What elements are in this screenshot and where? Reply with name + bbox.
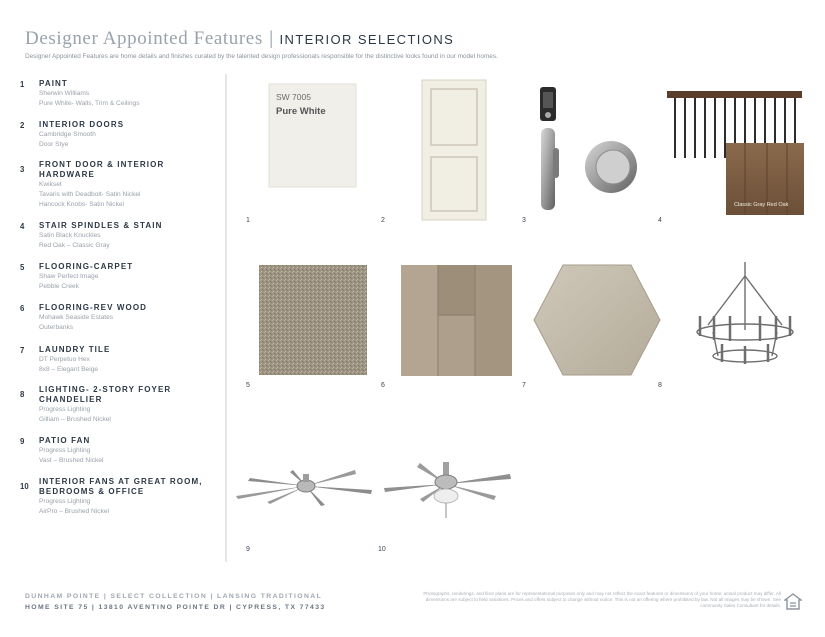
item-title: INTERIOR DOORS — [39, 120, 125, 129]
item-detail: Pebble Creek — [39, 283, 79, 291]
item-title: LAUNDRY TILE — [39, 345, 111, 354]
item-title: FLOORING-CARPET — [39, 262, 134, 271]
equal-housing-icon — [784, 593, 802, 611]
item-detail: Kwikset — [39, 180, 62, 188]
image-caption: 4 — [658, 217, 662, 224]
item-number: 4 — [20, 222, 25, 231]
item-detail: Gilliam – Brushed Nickel — [39, 415, 111, 423]
item-detail: Progress Lighting — [39, 497, 91, 505]
legal-disclaimer: Photographs, renderings, and floor plans are for representational purposes only and may not reflect the exact features or dimensions of your home; actual product may differ. All dimensions are subject to field variations. Prices and offers subject to change without notice. This is not an offering where prohibited by law. Not all images may be shown. See community Sales Consultant for details. — [423, 591, 781, 609]
wood-flooring-image — [401, 265, 512, 376]
paint-swatch-image — [269, 84, 356, 187]
footer-info — [25, 593, 326, 611]
swatch-name: Pure White — [276, 106, 326, 117]
item-title: PATIO FAN — [39, 436, 91, 445]
image-caption: 9 — [246, 546, 250, 553]
item-detail: Progress Lighting — [39, 446, 91, 454]
item-detail: DT Perpetuo Hex — [39, 355, 90, 363]
item-detail: Progress Lighting — [39, 405, 91, 413]
item-title: PAINT — [39, 79, 68, 88]
image-caption: 8 — [658, 382, 662, 389]
item-number: 5 — [20, 263, 25, 272]
page-title: Designer Appointed Features — [25, 28, 263, 49]
swatch-code: SW 7005 — [276, 92, 311, 102]
stain-label: Classic Gray Red Oak — [734, 202, 789, 208]
item-detail: Pure White- Walls, Trim & Ceilings — [39, 100, 140, 108]
item-detail: Door Stye — [39, 141, 69, 149]
item-detail: 8x8 – Elegant Beige — [39, 366, 99, 374]
item-detail: Shaw Perfect Image — [39, 272, 99, 280]
item-title: LIGHTING- 2-STORY FOYER — [39, 385, 172, 394]
interior-fan-image — [384, 462, 511, 518]
item-number: 8 — [20, 390, 25, 399]
item-number: 2 — [20, 121, 25, 130]
image-caption: 10 — [378, 546, 386, 553]
item-detail: Mohawk Seaside Estates — [39, 313, 114, 321]
item-title: FRONT DOOR & INTERIOR — [39, 160, 165, 169]
image-caption: 6 — [381, 382, 385, 389]
item-number: 6 — [20, 304, 25, 313]
hex-tile-image — [534, 265, 660, 375]
item-detail: Tavaris with Deadbolt- Satin Nickel — [39, 190, 141, 198]
image-caption: 2 — [381, 217, 385, 224]
item-detail: Vast – Brushed Nickel — [39, 457, 104, 465]
item-detail: Hancock Knobs- Satin Nickel — [39, 201, 125, 209]
item-detail: Red Oak – Classic Gray — [39, 242, 110, 250]
item-detail: Cambridge Smooth — [39, 130, 96, 138]
interior-door-image — [422, 80, 486, 220]
item-number: 10 — [20, 482, 29, 491]
item-number: 7 — [20, 346, 25, 355]
image-caption: 1 — [246, 217, 250, 224]
image-caption: 5 — [246, 382, 250, 389]
item-detail: Outerbanks — [39, 324, 74, 332]
carpet-sample-image — [259, 265, 367, 375]
image-caption: 7 — [522, 382, 526, 389]
item-title: FLOORING-REV WOOD — [39, 303, 148, 312]
community-line: DUNHAM POINTE | SELECT COLLECTION | LANSING TRADITIONAL — [25, 593, 323, 600]
item-detail: AirPro – Brushed Nickel — [39, 507, 109, 515]
item-number: 3 — [20, 165, 25, 174]
item-number: 9 — [20, 437, 25, 446]
title-separator: | — [268, 28, 274, 48]
image-caption: 3 — [522, 217, 526, 224]
chandelier-image — [697, 262, 793, 364]
item-title: INTERIOR FANS AT GREAT ROOM, — [39, 477, 203, 486]
page-description: Designer Appointed Features are home details and finishes curated by the talented design professionals responsible for the distinctive looks found in our model homes. — [25, 53, 498, 60]
item-detail: Sherwin Williams — [39, 89, 90, 97]
item-title: HARDWARE — [39, 169, 95, 179]
item-title: CHANDELIER — [39, 394, 103, 404]
item-number: 1 — [20, 80, 25, 89]
item-title: STAIR SPINDLES & STAIN — [39, 221, 163, 230]
item-detail: Satin Black Knuckles — [39, 231, 101, 239]
item-title: BEDROOMS & OFFICE — [39, 486, 145, 496]
address-line: HOME SITE 75 | 13810 AVENTINO POINTE DR | CYPRESS, TX 77433 — [25, 604, 326, 611]
section-title: INTERIOR SELECTIONS — [279, 32, 455, 47]
door-hardware-image — [540, 87, 637, 210]
stair-spindles-image — [667, 91, 804, 215]
patio-fan-image — [236, 470, 372, 506]
